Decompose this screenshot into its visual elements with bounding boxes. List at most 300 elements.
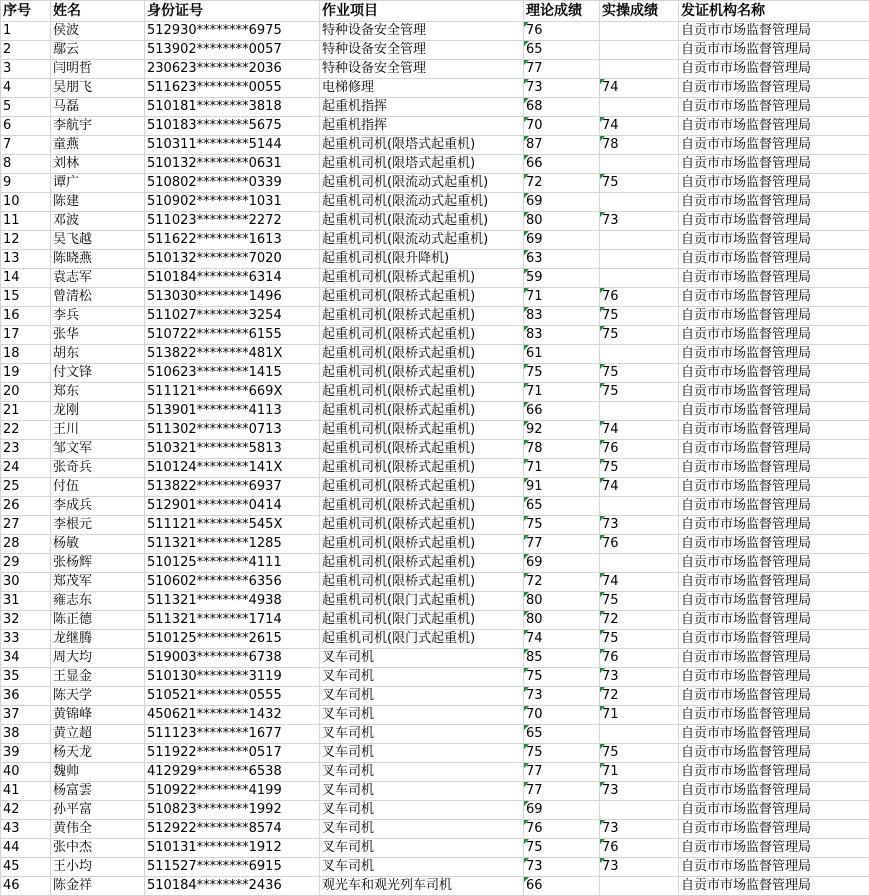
cell-id-number[interactable]: 510521********0555 [145, 687, 320, 706]
cell-seq[interactable]: 1 [1, 22, 51, 41]
cell-name[interactable]: 魏帅 [51, 763, 145, 782]
cell-name[interactable]: 张奇兵 [51, 459, 145, 478]
cell-issuing-authority[interactable]: 自贡市市场监督管理局 [679, 383, 869, 402]
cell-name[interactable]: 王川 [51, 421, 145, 440]
cell-practical-score[interactable]: 75 [600, 364, 679, 383]
cell-issuing-authority[interactable]: 自贡市市场监督管理局 [679, 763, 869, 782]
cell-operation-item[interactable]: 观光车和观光列车司机 [320, 877, 524, 896]
cell-theory-score[interactable]: 65 [524, 41, 600, 60]
cell-issuing-authority[interactable]: 自贡市市场监督管理局 [679, 592, 869, 611]
cell-id-number[interactable]: 513901********4113 [145, 402, 320, 421]
cell-theory-score[interactable]: 78 [524, 440, 600, 459]
cell-seq[interactable]: 19 [1, 364, 51, 383]
cell-theory-score[interactable]: 70 [524, 117, 600, 136]
cell-issuing-authority[interactable]: 自贡市市场监督管理局 [679, 459, 869, 478]
cell-id-number[interactable]: 511027********3254 [145, 307, 320, 326]
cell-id-number[interactable]: 511623********0055 [145, 79, 320, 98]
cell-operation-item[interactable]: 叉车司机 [320, 782, 524, 801]
cell-practical-score[interactable]: 73 [600, 858, 679, 877]
cell-id-number[interactable]: 513822********6937 [145, 478, 320, 497]
cell-issuing-authority[interactable]: 自贡市市场监督管理局 [679, 288, 869, 307]
cell-practical-score[interactable]: 72 [600, 611, 679, 630]
cell-seq[interactable]: 25 [1, 478, 51, 497]
cell-name[interactable]: 付伍 [51, 478, 145, 497]
cell-issuing-authority[interactable]: 自贡市市场监督管理局 [679, 687, 869, 706]
cell-seq[interactable]: 38 [1, 725, 51, 744]
cell-name[interactable]: 谭广 [51, 174, 145, 193]
cell-practical-score[interactable]: 78 [600, 136, 679, 155]
cell-id-number[interactable]: 510802********0339 [145, 174, 320, 193]
cell-seq[interactable]: 8 [1, 155, 51, 174]
cell-seq[interactable]: 9 [1, 174, 51, 193]
cell-seq[interactable]: 5 [1, 98, 51, 117]
cell-operation-item[interactable]: 起重机司机(限升降机) [320, 250, 524, 269]
cell-operation-item[interactable]: 起重机司机(限桥式起重机) [320, 421, 524, 440]
cell-operation-item[interactable]: 起重机司机(限门式起重机) [320, 630, 524, 649]
cell-id-number[interactable]: 510184********6314 [145, 269, 320, 288]
cell-theory-score[interactable]: 66 [524, 155, 600, 174]
cell-id-number[interactable]: 510130********3119 [145, 668, 320, 687]
cell-practical-score[interactable] [600, 345, 679, 364]
cell-practical-score[interactable]: 75 [600, 630, 679, 649]
cell-id-number[interactable]: 510132********0631 [145, 155, 320, 174]
cell-issuing-authority[interactable]: 自贡市市场监督管理局 [679, 573, 869, 592]
cell-name[interactable]: 黄伟全 [51, 820, 145, 839]
cell-issuing-authority[interactable]: 自贡市市场监督管理局 [679, 326, 869, 345]
cell-id-number[interactable]: 513822********481X [145, 345, 320, 364]
cell-name[interactable]: 张中杰 [51, 839, 145, 858]
cell-theory-score[interactable]: 80 [524, 592, 600, 611]
cell-operation-item[interactable]: 起重机司机(限流动式起重机) [320, 174, 524, 193]
cell-name[interactable]: 李兵 [51, 307, 145, 326]
cell-id-number[interactable]: 510321********5813 [145, 440, 320, 459]
cell-practical-score[interactable]: 76 [600, 288, 679, 307]
cell-operation-item[interactable]: 起重机司机(限门式起重机) [320, 611, 524, 630]
cell-theory-score[interactable]: 65 [524, 497, 600, 516]
cell-operation-item[interactable]: 起重机司机(限桥式起重机) [320, 535, 524, 554]
cell-theory-score[interactable]: 83 [524, 307, 600, 326]
cell-id-number[interactable]: 510311********5144 [145, 136, 320, 155]
cell-operation-item[interactable]: 起重机司机(限流动式起重机) [320, 231, 524, 250]
cell-theory-score[interactable]: 80 [524, 611, 600, 630]
cell-issuing-authority[interactable]: 自贡市市场监督管理局 [679, 706, 869, 725]
cell-operation-item[interactable]: 起重机司机(限桥式起重机) [320, 288, 524, 307]
cell-practical-score[interactable] [600, 269, 679, 288]
cell-operation-item[interactable]: 起重机司机(限桥式起重机) [320, 326, 524, 345]
cell-id-number[interactable]: 513030********1496 [145, 288, 320, 307]
cell-id-number[interactable]: 511321********4938 [145, 592, 320, 611]
cell-practical-score[interactable]: 75 [600, 592, 679, 611]
cell-practical-score[interactable]: 71 [600, 763, 679, 782]
cell-issuing-authority[interactable]: 自贡市市场监督管理局 [679, 725, 869, 744]
cell-seq[interactable]: 39 [1, 744, 51, 763]
cell-id-number[interactable]: 511527********6915 [145, 858, 320, 877]
cell-issuing-authority[interactable]: 自贡市市场监督管理局 [679, 117, 869, 136]
cell-id-number[interactable]: 510124********141X [145, 459, 320, 478]
cell-id-number[interactable]: 519003********6738 [145, 649, 320, 668]
cell-id-number[interactable]: 510902********1031 [145, 193, 320, 212]
cell-practical-score[interactable]: 76 [600, 440, 679, 459]
cell-practical-score[interactable] [600, 250, 679, 269]
cell-seq[interactable]: 16 [1, 307, 51, 326]
cell-theory-score[interactable]: 59 [524, 269, 600, 288]
cell-name[interactable]: 张杨辉 [51, 554, 145, 573]
cell-issuing-authority[interactable]: 自贡市市场监督管理局 [679, 611, 869, 630]
cell-theory-score[interactable]: 66 [524, 877, 600, 896]
cell-seq[interactable]: 10 [1, 193, 51, 212]
cell-issuing-authority[interactable]: 自贡市市场监督管理局 [679, 345, 869, 364]
cell-id-number[interactable]: 511121********669X [145, 383, 320, 402]
cell-theory-score[interactable]: 71 [524, 288, 600, 307]
cell-operation-item[interactable]: 叉车司机 [320, 801, 524, 820]
cell-id-number[interactable]: 511302********0713 [145, 421, 320, 440]
cell-operation-item[interactable]: 起重机指挥 [320, 117, 524, 136]
cell-seq[interactable]: 27 [1, 516, 51, 535]
cell-name[interactable]: 邹文军 [51, 440, 145, 459]
cell-practical-score[interactable] [600, 98, 679, 117]
cell-operation-item[interactable]: 起重机司机(限桥式起重机) [320, 516, 524, 535]
cell-name[interactable]: 周大均 [51, 649, 145, 668]
cell-seq[interactable]: 30 [1, 573, 51, 592]
cell-theory-score[interactable]: 71 [524, 459, 600, 478]
cell-name[interactable]: 刘林 [51, 155, 145, 174]
cell-name[interactable]: 曾清松 [51, 288, 145, 307]
cell-seq[interactable]: 33 [1, 630, 51, 649]
cell-operation-item[interactable]: 叉车司机 [320, 858, 524, 877]
cell-name[interactable]: 陈金祥 [51, 877, 145, 896]
cell-seq[interactable]: 44 [1, 839, 51, 858]
cell-theory-score[interactable]: 75 [524, 839, 600, 858]
cell-operation-item[interactable]: 起重机司机(限桥式起重机) [320, 345, 524, 364]
cell-id-number[interactable]: 510184********2436 [145, 877, 320, 896]
cell-name[interactable]: 童燕 [51, 136, 145, 155]
cell-seq[interactable]: 36 [1, 687, 51, 706]
cell-operation-item[interactable]: 起重机司机(限桥式起重机) [320, 459, 524, 478]
cell-operation-item[interactable]: 特种设备安全管理 [320, 41, 524, 60]
cell-id-number[interactable]: 511121********545X [145, 516, 320, 535]
cell-practical-score[interactable]: 75 [600, 383, 679, 402]
cell-issuing-authority[interactable]: 自贡市市场监督管理局 [679, 478, 869, 497]
header-issuing-authority[interactable]: 发证机构名称 [679, 1, 869, 22]
cell-seq[interactable]: 20 [1, 383, 51, 402]
cell-seq[interactable]: 2 [1, 41, 51, 60]
cell-id-number[interactable]: 510125********2615 [145, 630, 320, 649]
cell-seq[interactable]: 43 [1, 820, 51, 839]
cell-issuing-authority[interactable]: 自贡市市场监督管理局 [679, 212, 869, 231]
cell-theory-score[interactable]: 77 [524, 60, 600, 79]
cell-issuing-authority[interactable]: 自贡市市场监督管理局 [679, 250, 869, 269]
cell-seq[interactable]: 13 [1, 250, 51, 269]
cell-seq[interactable]: 4 [1, 79, 51, 98]
cell-practical-score[interactable]: 73 [600, 668, 679, 687]
cell-issuing-authority[interactable]: 自贡市市场监督管理局 [679, 630, 869, 649]
cell-operation-item[interactable]: 叉车司机 [320, 687, 524, 706]
cell-name[interactable]: 杨富雲 [51, 782, 145, 801]
cell-name[interactable]: 李根元 [51, 516, 145, 535]
cell-id-number[interactable]: 511321********1285 [145, 535, 320, 554]
cell-theory-score[interactable]: 73 [524, 687, 600, 706]
cell-operation-item[interactable]: 起重机司机(限桥式起重机) [320, 554, 524, 573]
cell-id-number[interactable]: 513902********0057 [145, 41, 320, 60]
cell-issuing-authority[interactable]: 自贡市市场监督管理局 [679, 60, 869, 79]
cell-id-number[interactable]: 510132********7020 [145, 250, 320, 269]
cell-name[interactable]: 付文锋 [51, 364, 145, 383]
cell-theory-score[interactable]: 75 [524, 364, 600, 383]
cell-operation-item[interactable]: 起重机司机(限塔式起重机) [320, 136, 524, 155]
cell-issuing-authority[interactable]: 自贡市市场监督管理局 [679, 22, 869, 41]
cell-id-number[interactable]: 450621********1432 [145, 706, 320, 725]
cell-practical-score[interactable]: 74 [600, 478, 679, 497]
cell-issuing-authority[interactable]: 自贡市市场监督管理局 [679, 877, 869, 896]
cell-name[interactable]: 陈正德 [51, 611, 145, 630]
cell-practical-score[interactable]: 76 [600, 535, 679, 554]
cell-seq[interactable]: 41 [1, 782, 51, 801]
cell-theory-score[interactable]: 77 [524, 535, 600, 554]
cell-name[interactable]: 马磊 [51, 98, 145, 117]
cell-theory-score[interactable]: 85 [524, 649, 600, 668]
cell-id-number[interactable]: 510823********1992 [145, 801, 320, 820]
cell-practical-score[interactable]: 76 [600, 839, 679, 858]
cell-id-number[interactable]: 510722********6155 [145, 326, 320, 345]
cell-operation-item[interactable]: 叉车司机 [320, 725, 524, 744]
cell-issuing-authority[interactable]: 自贡市市场监督管理局 [679, 744, 869, 763]
cell-theory-score[interactable]: 77 [524, 782, 600, 801]
cell-id-number[interactable]: 511922********0517 [145, 744, 320, 763]
cell-issuing-authority[interactable]: 自贡市市场监督管理局 [679, 269, 869, 288]
cell-theory-score[interactable]: 63 [524, 250, 600, 269]
cell-seq[interactable]: 12 [1, 231, 51, 250]
header-theory-score[interactable]: 理论成绩 [524, 1, 600, 22]
header-id-number[interactable]: 身份证号 [145, 1, 320, 22]
cell-theory-score[interactable]: 71 [524, 383, 600, 402]
header-operation-item[interactable]: 作业项目 [320, 1, 524, 22]
cell-seq[interactable]: 6 [1, 117, 51, 136]
cell-seq[interactable]: 22 [1, 421, 51, 440]
cell-practical-score[interactable] [600, 193, 679, 212]
cell-operation-item[interactable]: 叉车司机 [320, 763, 524, 782]
cell-id-number[interactable]: 412929********6538 [145, 763, 320, 782]
cell-operation-item[interactable]: 叉车司机 [320, 706, 524, 725]
cell-name[interactable]: 吴飞越 [51, 231, 145, 250]
cell-issuing-authority[interactable]: 自贡市市场监督管理局 [679, 136, 869, 155]
cell-practical-score[interactable] [600, 402, 679, 421]
cell-name[interactable]: 张华 [51, 326, 145, 345]
cell-operation-item[interactable]: 起重机司机(限桥式起重机) [320, 497, 524, 516]
cell-theory-score[interactable]: 69 [524, 554, 600, 573]
cell-practical-score[interactable]: 76 [600, 649, 679, 668]
cell-theory-score[interactable]: 75 [524, 516, 600, 535]
cell-name[interactable]: 侯波 [51, 22, 145, 41]
cell-operation-item[interactable]: 起重机司机(限塔式起重机) [320, 155, 524, 174]
cell-id-number[interactable]: 510125********4111 [145, 554, 320, 573]
cell-seq[interactable]: 24 [1, 459, 51, 478]
cell-id-number[interactable]: 230623********2036 [145, 60, 320, 79]
cell-practical-score[interactable] [600, 41, 679, 60]
cell-issuing-authority[interactable]: 自贡市市场监督管理局 [679, 402, 869, 421]
cell-theory-score[interactable]: 72 [524, 573, 600, 592]
cell-theory-score[interactable]: 61 [524, 345, 600, 364]
cell-name[interactable]: 孙平富 [51, 801, 145, 820]
cell-seq[interactable]: 34 [1, 649, 51, 668]
cell-operation-item[interactable]: 起重机司机(限门式起重机) [320, 592, 524, 611]
cell-operation-item[interactable]: 起重机司机(限桥式起重机) [320, 573, 524, 592]
cell-issuing-authority[interactable]: 自贡市市场监督管理局 [679, 516, 869, 535]
cell-practical-score[interactable] [600, 231, 679, 250]
cell-theory-score[interactable]: 69 [524, 801, 600, 820]
cell-seq[interactable]: 42 [1, 801, 51, 820]
cell-theory-score[interactable]: 87 [524, 136, 600, 155]
cell-id-number[interactable]: 512930********6975 [145, 22, 320, 41]
cell-theory-score[interactable]: 73 [524, 858, 600, 877]
cell-name[interactable]: 龙刚 [51, 402, 145, 421]
cell-issuing-authority[interactable]: 自贡市市场监督管理局 [679, 79, 869, 98]
cell-operation-item[interactable]: 电梯修理 [320, 79, 524, 98]
cell-seq[interactable]: 26 [1, 497, 51, 516]
cell-seq[interactable]: 11 [1, 212, 51, 231]
cell-issuing-authority[interactable]: 自贡市市场监督管理局 [679, 820, 869, 839]
cell-practical-score[interactable] [600, 877, 679, 896]
cell-name[interactable]: 雍志东 [51, 592, 145, 611]
cell-seq[interactable]: 21 [1, 402, 51, 421]
cell-issuing-authority[interactable]: 自贡市市场监督管理局 [679, 98, 869, 117]
cell-name[interactable]: 杨敏 [51, 535, 145, 554]
cell-issuing-authority[interactable]: 自贡市市场监督管理局 [679, 155, 869, 174]
cell-practical-score[interactable]: 71 [600, 706, 679, 725]
cell-practical-score[interactable] [600, 155, 679, 174]
cell-theory-score[interactable]: 76 [524, 820, 600, 839]
header-practical-score[interactable]: 实操成绩 [600, 1, 679, 22]
cell-practical-score[interactable] [600, 801, 679, 820]
cell-operation-item[interactable]: 起重机指挥 [320, 98, 524, 117]
cell-seq[interactable]: 32 [1, 611, 51, 630]
cell-practical-score[interactable]: 75 [600, 744, 679, 763]
cell-seq[interactable]: 45 [1, 858, 51, 877]
cell-name[interactable]: 黄立超 [51, 725, 145, 744]
cell-practical-score[interactable]: 73 [600, 516, 679, 535]
cell-operation-item[interactable]: 叉车司机 [320, 839, 524, 858]
cell-theory-score[interactable]: 76 [524, 22, 600, 41]
cell-name[interactable]: 闫明哲 [51, 60, 145, 79]
cell-issuing-authority[interactable]: 自贡市市场监督管理局 [679, 839, 869, 858]
cell-name[interactable]: 邓波 [51, 212, 145, 231]
cell-practical-score[interactable]: 73 [600, 212, 679, 231]
cell-name[interactable]: 龙继腾 [51, 630, 145, 649]
cell-issuing-authority[interactable]: 自贡市市场监督管理局 [679, 649, 869, 668]
cell-practical-score[interactable] [600, 725, 679, 744]
cell-seq[interactable]: 35 [1, 668, 51, 687]
cell-practical-score[interactable] [600, 60, 679, 79]
cell-issuing-authority[interactable]: 自贡市市场监督管理局 [679, 421, 869, 440]
cell-operation-item[interactable]: 特种设备安全管理 [320, 22, 524, 41]
cell-name[interactable]: 李成兵 [51, 497, 145, 516]
cell-name[interactable]: 袁志军 [51, 269, 145, 288]
cell-theory-score[interactable]: 69 [524, 193, 600, 212]
cell-name[interactable]: 杨天龙 [51, 744, 145, 763]
cell-operation-item[interactable]: 起重机司机(限桥式起重机) [320, 402, 524, 421]
cell-id-number[interactable]: 510131********1912 [145, 839, 320, 858]
cell-name[interactable]: 陈建 [51, 193, 145, 212]
cell-issuing-authority[interactable]: 自贡市市场监督管理局 [679, 41, 869, 60]
cell-practical-score[interactable] [600, 554, 679, 573]
cell-theory-score[interactable]: 70 [524, 706, 600, 725]
cell-issuing-authority[interactable]: 自贡市市场监督管理局 [679, 174, 869, 193]
cell-issuing-authority[interactable]: 自贡市市场监督管理局 [679, 668, 869, 687]
cell-theory-score[interactable]: 72 [524, 174, 600, 193]
cell-name[interactable]: 陈天学 [51, 687, 145, 706]
cell-name[interactable]: 郑茂军 [51, 573, 145, 592]
cell-id-number[interactable]: 511321********1714 [145, 611, 320, 630]
cell-theory-score[interactable]: 80 [524, 212, 600, 231]
cell-operation-item[interactable]: 起重机司机(限桥式起重机) [320, 307, 524, 326]
cell-practical-score[interactable]: 74 [600, 573, 679, 592]
cell-operation-item[interactable]: 起重机司机(限流动式起重机) [320, 212, 524, 231]
cell-practical-score[interactable]: 73 [600, 782, 679, 801]
cell-practical-score[interactable]: 74 [600, 117, 679, 136]
cell-operation-item[interactable]: 起重机司机(限桥式起重机) [320, 269, 524, 288]
cell-id-number[interactable]: 511123********1677 [145, 725, 320, 744]
cell-seq[interactable]: 3 [1, 60, 51, 79]
cell-operation-item[interactable]: 起重机司机(限桥式起重机) [320, 478, 524, 497]
cell-id-number[interactable]: 510623********1415 [145, 364, 320, 383]
cell-name[interactable]: 王显金 [51, 668, 145, 687]
cell-id-number[interactable]: 512922********8574 [145, 820, 320, 839]
cell-issuing-authority[interactable]: 自贡市市场监督管理局 [679, 801, 869, 820]
cell-practical-score[interactable]: 75 [600, 174, 679, 193]
cell-name[interactable]: 李航宇 [51, 117, 145, 136]
cell-theory-score[interactable]: 75 [524, 668, 600, 687]
cell-id-number[interactable]: 510183********5675 [145, 117, 320, 136]
cell-seq[interactable]: 40 [1, 763, 51, 782]
cell-id-number[interactable]: 510181********3818 [145, 98, 320, 117]
cell-operation-item[interactable]: 起重机司机(限流动式起重机) [320, 193, 524, 212]
cell-seq[interactable]: 29 [1, 554, 51, 573]
cell-seq[interactable]: 15 [1, 288, 51, 307]
cell-seq[interactable]: 31 [1, 592, 51, 611]
cell-name[interactable]: 鄢云 [51, 41, 145, 60]
cell-theory-score[interactable]: 68 [524, 98, 600, 117]
cell-operation-item[interactable]: 叉车司机 [320, 668, 524, 687]
cell-operation-item[interactable]: 起重机司机(限桥式起重机) [320, 383, 524, 402]
cell-operation-item[interactable]: 叉车司机 [320, 744, 524, 763]
cell-seq[interactable]: 14 [1, 269, 51, 288]
cell-issuing-authority[interactable]: 自贡市市场监督管理局 [679, 440, 869, 459]
cell-issuing-authority[interactable]: 自贡市市场监督管理局 [679, 193, 869, 212]
cell-id-number[interactable]: 511023********2272 [145, 212, 320, 231]
cell-practical-score[interactable]: 72 [600, 687, 679, 706]
cell-practical-score[interactable]: 75 [600, 307, 679, 326]
cell-name[interactable]: 胡东 [51, 345, 145, 364]
cell-practical-score[interactable]: 74 [600, 421, 679, 440]
cell-operation-item[interactable]: 叉车司机 [320, 649, 524, 668]
cell-id-number[interactable]: 510922********4199 [145, 782, 320, 801]
cell-id-number[interactable]: 511622********1613 [145, 231, 320, 250]
cell-name[interactable]: 王小均 [51, 858, 145, 877]
cell-seq[interactable]: 17 [1, 326, 51, 345]
cell-practical-score[interactable]: 73 [600, 820, 679, 839]
cell-operation-item[interactable]: 起重机司机(限桥式起重机) [320, 364, 524, 383]
cell-practical-score[interactable]: 75 [600, 326, 679, 345]
cell-practical-score[interactable] [600, 22, 679, 41]
header-name[interactable]: 姓名 [51, 1, 145, 22]
cell-theory-score[interactable]: 74 [524, 630, 600, 649]
cell-theory-score[interactable]: 65 [524, 725, 600, 744]
cell-operation-item[interactable]: 叉车司机 [320, 820, 524, 839]
cell-seq[interactable]: 18 [1, 345, 51, 364]
cell-operation-item[interactable]: 起重机司机(限桥式起重机) [320, 440, 524, 459]
cell-name[interactable]: 郑东 [51, 383, 145, 402]
cell-theory-score[interactable]: 91 [524, 478, 600, 497]
cell-name[interactable]: 吴朋飞 [51, 79, 145, 98]
